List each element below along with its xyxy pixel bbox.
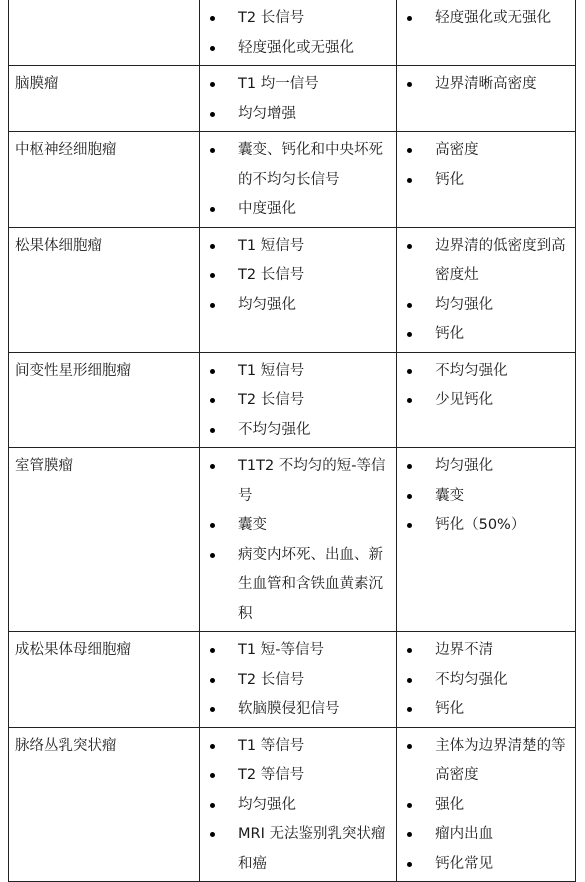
mri-finding-list — [206, 70, 390, 129]
ct-finding: 高密度 — [403, 136, 569, 166]
ct-finding-list — [403, 232, 569, 350]
table-row — [9, 66, 576, 132]
table-row — [9, 132, 576, 228]
tumor-name-cell — [9, 132, 200, 228]
table-row — [9, 0, 576, 66]
mri-finding: T1T2 不均匀的短-等信号 — [206, 452, 390, 511]
mri-finding: 病变内坏死、出血、新生血管和含铁血黄素沉积 — [206, 541, 390, 630]
tumor-name-cell — [9, 727, 200, 882]
ct-cell — [397, 66, 576, 132]
ct-finding-list — [403, 636, 569, 725]
mri-cell — [200, 66, 397, 132]
mri-finding: T1 短-等信号 — [206, 636, 390, 666]
ct-finding: 钙化 — [403, 320, 569, 350]
mri-finding: 囊变、钙化和中央坏死的不均匀长信号 — [206, 136, 390, 195]
table-row — [9, 448, 576, 632]
mri-cell — [200, 352, 397, 448]
ct-finding: 均匀强化 — [403, 291, 569, 321]
mri-finding-list — [206, 636, 390, 725]
mri-cell — [200, 0, 397, 66]
ct-finding-list — [403, 357, 569, 416]
ct-finding-list — [403, 452, 569, 541]
ct-finding: 强化 — [403, 791, 569, 821]
mri-finding: 均匀增强 — [206, 100, 390, 130]
table-row — [9, 352, 576, 448]
ct-finding: 钙化常见 — [403, 850, 569, 880]
tumor-name: 脑膜瘤 — [15, 76, 59, 92]
mri-finding: T1 均一信号 — [206, 70, 390, 100]
mri-finding-list — [206, 232, 390, 321]
ct-finding: 钙化（50%） — [403, 511, 569, 541]
ct-cell — [397, 0, 576, 66]
ct-cell — [397, 632, 576, 728]
ct-finding: 瘤内出血 — [403, 820, 569, 850]
ct-finding: 边界清晰高密度 — [403, 70, 569, 100]
ct-finding-list — [403, 4, 569, 34]
ct-cell — [397, 448, 576, 632]
mri-finding-list — [206, 357, 390, 446]
mri-cell — [200, 632, 397, 728]
mri-finding: 均匀强化 — [206, 291, 390, 321]
mri-finding: 软脑膜侵犯信号 — [206, 695, 390, 725]
tumor-name: 中枢神经细胞瘤 — [15, 142, 117, 158]
ct-finding: 边界清的低密度到高密度灶 — [403, 232, 569, 291]
tumor-name: 成松果体母细胞瘤 — [15, 642, 131, 658]
mri-finding: T2 长信号 — [206, 666, 390, 696]
mri-finding-list — [206, 4, 390, 63]
mri-finding: 均匀强化 — [206, 791, 390, 821]
tumor-name: 松果体细胞瘤 — [15, 237, 102, 254]
tumor-name-cell — [9, 632, 200, 728]
ct-finding: 钙化 — [403, 166, 569, 196]
tumor-name-cell — [9, 227, 200, 352]
table-row — [9, 227, 576, 352]
table-body — [9, 0, 576, 882]
ct-finding-list — [403, 136, 569, 195]
ct-cell — [397, 227, 576, 352]
ct-finding: 钙化 — [403, 695, 569, 725]
mri-finding: 轻度强化或无强化 — [206, 34, 390, 64]
mri-cell — [200, 227, 397, 352]
mri-finding: T2 长信号 — [206, 261, 390, 291]
mri-cell — [200, 448, 397, 632]
ct-finding: 轻度强化或无强化 — [403, 4, 569, 34]
ct-finding: 均匀强化 — [403, 452, 569, 482]
ct-cell — [397, 352, 576, 448]
tumor-name-cell — [9, 0, 200, 66]
tumor-name: 脉络丛乳突状瘤 — [15, 737, 117, 754]
mri-finding: T1 短信号 — [206, 232, 390, 262]
ct-finding: 囊变 — [403, 482, 569, 512]
mri-finding-list — [206, 136, 390, 225]
mri-cell — [200, 727, 397, 882]
tumor-imaging-table — [8, 0, 576, 882]
table-row — [9, 727, 576, 882]
ct-finding: 主体为边界清楚的等高密度 — [403, 732, 569, 791]
ct-finding: 不均匀强化 — [403, 666, 569, 696]
mri-finding: 囊变 — [206, 511, 390, 541]
mri-finding: T2 长信号 — [206, 386, 390, 416]
tumor-name-cell — [9, 448, 200, 632]
ct-finding-list — [403, 732, 569, 880]
mri-finding: T2 长信号 — [206, 4, 390, 34]
ct-finding: 少见钙化 — [403, 386, 569, 416]
ct-finding: 不均匀强化 — [403, 357, 569, 387]
tumor-name: 间变性星形细胞瘤 — [15, 362, 131, 379]
tumor-name: 室管膜瘤 — [15, 458, 73, 474]
mri-finding: MRI 无法鉴别乳突状瘤和癌 — [206, 820, 390, 879]
mri-cell — [200, 132, 397, 228]
mri-finding-list — [206, 732, 390, 880]
mri-finding-list — [206, 452, 390, 629]
mri-finding: 不均匀强化 — [206, 416, 390, 446]
mri-finding: T1 短信号 — [206, 357, 390, 387]
table-row — [9, 632, 576, 728]
tumor-name-cell — [9, 352, 200, 448]
ct-finding-list — [403, 70, 569, 100]
tumor-name-cell — [9, 66, 200, 132]
mri-finding: T2 等信号 — [206, 761, 390, 791]
ct-cell — [397, 727, 576, 882]
ct-finding: 边界不清 — [403, 636, 569, 666]
mri-finding: T1 等信号 — [206, 732, 390, 762]
ct-cell — [397, 132, 576, 228]
mri-finding: 中度强化 — [206, 195, 390, 225]
